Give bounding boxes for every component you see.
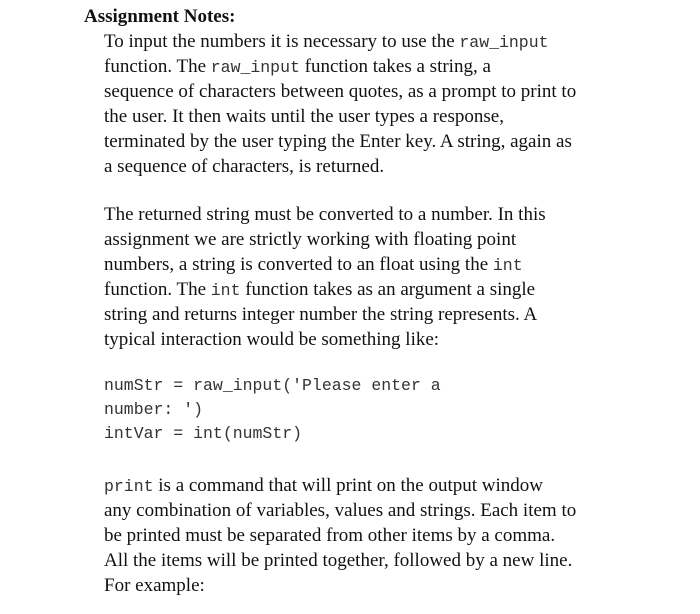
paragraph-3-line-1 <box>104 474 543 499</box>
code-example-line-1: numStr = raw_input('Please enter a <box>104 376 441 395</box>
text: function takes as an argument a single <box>240 279 536 300</box>
text: To input the numbers it is necessary to use the <box>104 31 460 52</box>
paragraph-2-line-2: assignment we are strictly working with floating point <box>104 229 517 250</box>
inline-code-raw-input: raw_input <box>210 58 300 77</box>
paragraph-2-line-3 <box>104 253 523 278</box>
paragraph-1-line-1 <box>104 30 549 55</box>
code-example-line-2: number: ') <box>104 400 204 419</box>
paragraph-3-line-3: be printed must be separated from other items by a comma. <box>104 525 556 546</box>
paragraph-2-line-5: string and returns integer number the string represents. A <box>104 304 538 325</box>
text: function. The <box>104 279 211 300</box>
paragraph-1-line-2 <box>104 55 491 80</box>
paragraph-1-line-6: a sequence of characters, is returned. <box>104 156 385 177</box>
paragraph-2-line-4 <box>104 278 535 303</box>
paragraph-3-line-2: any combination of variables, values and strings. Each item to <box>104 500 577 521</box>
paragraph-3-line-5: For example: <box>104 575 205 596</box>
paragraph-1-line-5: terminated by the user typing the Enter key. A string, again as <box>104 131 572 152</box>
inline-code-int: int <box>492 256 523 275</box>
section-heading: Assignment Notes: <box>84 6 236 27</box>
text: function takes a string, a <box>299 56 491 77</box>
paragraph-3-line-4: All the items will be printed together, followed by a new line. <box>104 550 573 571</box>
paragraph-2-line-1: The returned string must be converted to a number. In this <box>104 204 546 225</box>
text: function. The <box>104 56 211 77</box>
code-example-line-3: intVar = int(numStr) <box>104 424 303 443</box>
inline-code-print: print <box>104 477 154 496</box>
inline-code-int: int <box>210 281 241 300</box>
paragraph-1-line-4: the user. It then waits until the user types a response, <box>104 106 504 127</box>
inline-code-raw-input: raw_input <box>459 33 549 52</box>
paragraph-1-line-3: sequence of characters between quotes, as a prompt to print to <box>104 81 577 102</box>
text: is a command that will print on the output window <box>153 475 543 496</box>
paragraph-2-line-6: typical interaction would be something like: <box>104 329 440 350</box>
text: numbers, a string is converted to an float using the <box>104 254 493 275</box>
